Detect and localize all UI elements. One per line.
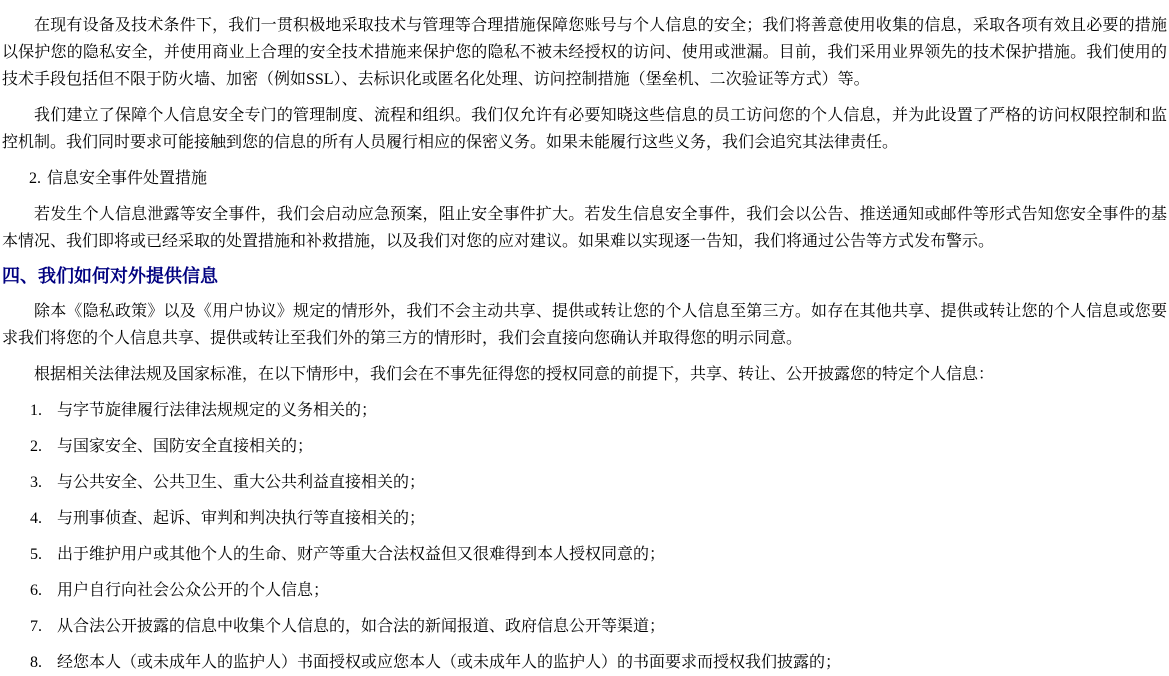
list-item-text: 与字节旋律履行法律法规规定的义务相关的； bbox=[57, 402, 378, 419]
list-item bbox=[2, 505, 1167, 532]
list-item bbox=[2, 541, 1167, 568]
list-item-text: 从合法公开披露的信息中收集个人信息的，如合法的新闻报道、政府信息公开等渠道； bbox=[57, 618, 666, 635]
list-item bbox=[2, 649, 1167, 676]
list-item-text: 与刑事侦查、起诉、审判和判决执行等直接相关的； bbox=[57, 510, 426, 527]
paragraph-legal-precondition: 根据相关法律法规及国家标准，在以下情形中，我们会在不事先征得您的授权同意的前提下，共享、转让、公开披露您的特定个人信息： bbox=[34, 366, 995, 383]
list-item bbox=[2, 397, 1167, 424]
paragraph-incident-response: 若发生个人信息泄露等安全事件，我们会启动应急预案，阻止安全事件扩大。若发生信息安全事件，我们会以公告、推送通知或邮件等形式告知您安全事件的基本情况、我们即将或已经采取的处置措施和补救措施，以及我们对您的应对建议。如果难以实现逐一告知，我们将通过公告等方式发布警示。 bbox=[2, 206, 1167, 250]
subsection-2-number: 2. bbox=[29, 170, 41, 187]
list-item-number: 5. bbox=[30, 546, 42, 563]
list-item bbox=[2, 577, 1167, 604]
paragraph-technical-safeguards: 在现有设备及技术条件下，我们一贯积极地采取技术与管理等合理措施保障您账号与个人信息的安全；我们将善意使用收集的信息，采取各项有效且必要的措施以保护您的隐私安全，并使用商业上合理的安全技术措施来保护您的隐私不被未经授权的访问、使用或泄漏。目前，我们采用业界领先的技术保护措施。我们使用的技术手段包括但不限于防火墙、加密（例如SSL）、去标识化或匿名化处理、访问控制措施（堡垒机、二次验证等方式）等。 bbox=[2, 17, 1167, 88]
subsection-2-title: 信息安全事件处置措施 bbox=[47, 170, 208, 187]
list-item bbox=[2, 469, 1167, 496]
paragraph-management-system: 我们建立了保障个人信息安全专门的管理制度、流程和组织。我们仅允许有必要知晓这些信息的员工访问您的个人信息，并为此设置了严格的访问权限控制和监控机制。我们同时要求可能接触到您的信息的所有人员履行相应的保密义务。如果未能履行这些义务，我们会追究其法律责任。 bbox=[2, 107, 1167, 151]
list-item bbox=[2, 433, 1167, 460]
list-item-text: 与国家安全、国防安全直接相关的； bbox=[57, 438, 314, 455]
list-item-number: 3. bbox=[30, 474, 42, 491]
list-item-text: 经您本人（或未成年人的监护人）书面授权或应您本人（或未成年人的监护人）的书面要求而授权我们披露的； bbox=[57, 654, 842, 671]
list-item-number: 7. bbox=[30, 618, 42, 635]
list-item bbox=[2, 613, 1167, 640]
list-item-number: 6. bbox=[30, 582, 42, 599]
list-item-text: 与公共安全、公共卫生、重大公共利益直接相关的； bbox=[57, 474, 426, 491]
paragraph-third-party-sharing: 除本《隐私政策》以及《用户协议》规定的情形外，我们不会主动共享、提供或转让您的个人信息至第三方。如存在其他共享、提供或转让您的个人信息或您要求我们将您的个人信息共享、提供或转让至我们外的第三方的情形时，我们会直接向您确认并取得您的明示同意。 bbox=[2, 303, 1167, 347]
exceptions-list bbox=[2, 397, 1167, 676]
list-item-number: 2. bbox=[30, 438, 42, 455]
list-item-number: 4. bbox=[30, 510, 42, 527]
list-item-text: 用户自行向社会公众公开的个人信息； bbox=[57, 582, 330, 599]
list-item-number: 1. bbox=[30, 402, 42, 419]
list-item-number: 8. bbox=[30, 654, 42, 671]
subsection-2-heading bbox=[2, 165, 1167, 192]
list-item-text: 出于维护用户或其他个人的生命、财产等重大合法权益但又很难得到本人授权同意的； bbox=[57, 546, 666, 563]
section-4-heading: 四、我们如何对外提供信息 bbox=[2, 266, 218, 286]
